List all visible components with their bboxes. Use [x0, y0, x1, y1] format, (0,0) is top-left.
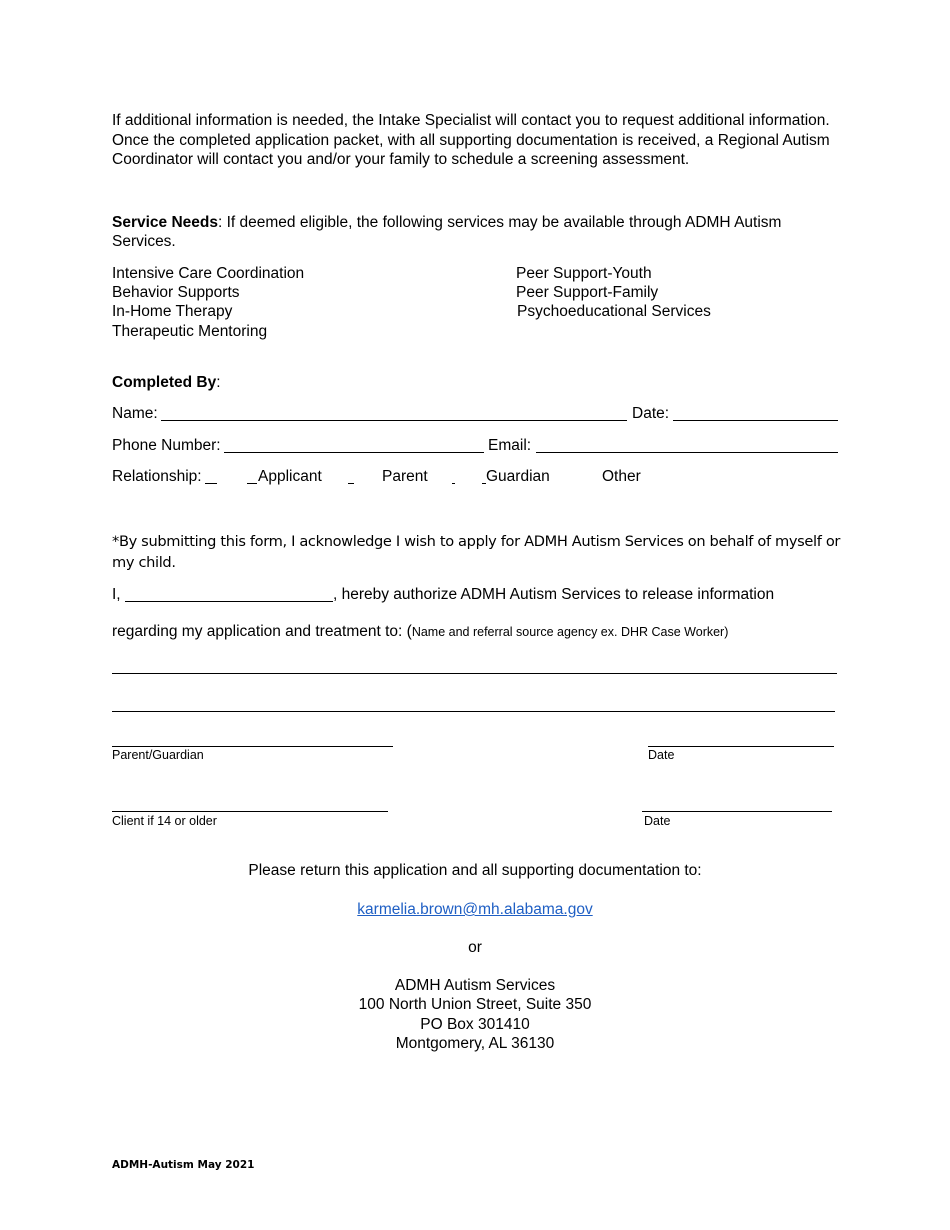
- regarding-main: regarding my application and treatment to: (: [112, 623, 412, 640]
- release-to-line-2[interactable]: [112, 711, 835, 712]
- parent-guardian-label: Parent/Guardian: [112, 748, 204, 762]
- service-right-2: Peer Support-Family: [516, 284, 659, 301]
- release-to-line-1[interactable]: [112, 673, 837, 674]
- return-email-wrap: [0, 900, 950, 920]
- client-date-label: Date: [644, 814, 671, 828]
- address-street: 100 North Union Street, Suite 350: [358, 996, 592, 1013]
- address-po-box: PO Box 301410: [420, 1016, 530, 1033]
- applicant-check-blank[interactable]: [205, 483, 217, 484]
- completed-by-label: Completed By: [112, 374, 217, 391]
- acknowledgement-line-2: my child.: [112, 554, 176, 571]
- client-date-line[interactable]: [642, 811, 832, 812]
- service-left-3: In-Home Therapy: [112, 303, 233, 320]
- service-needs-heading: Service Needs: [112, 214, 218, 231]
- parent-check-blank[interactable]: [348, 483, 354, 484]
- completed-by-colon: :: [216, 374, 221, 391]
- name-label: Name:: [112, 405, 158, 422]
- footer-version: ADMH-Autism May 2021: [112, 1159, 255, 1171]
- service-needs-text: : If deemed eligible, the following services may be available through ADMH Autism: [218, 214, 782, 231]
- intro-line: If additional information is needed, the Intake Specialist will contact you to request additional information.: [112, 112, 830, 129]
- service-right-3: Psychoeducational Services: [517, 303, 711, 320]
- parent-date-line[interactable]: [648, 746, 834, 747]
- acknowledgement-line-1: *By submitting this form, I acknowledge I wish to apply for ADMH Autism Services on behalf of myself or: [112, 533, 841, 550]
- address-org: ADMH Autism Services: [394, 977, 556, 994]
- service-right-1: Peer Support-Youth: [516, 265, 652, 282]
- date-field[interactable]: [673, 420, 838, 421]
- client-label: Client if 14 or older: [112, 814, 217, 828]
- authorize-prefix: I,: [112, 586, 121, 603]
- service-left-1: Intensive Care Coordination: [112, 265, 305, 282]
- service-left-2: Behavior Supports: [112, 284, 240, 301]
- or-text: or: [468, 939, 482, 956]
- email-field[interactable]: [536, 452, 838, 453]
- phone-field[interactable]: [224, 452, 484, 453]
- return-instruction: Please return this application and all supporting documentation to:: [248, 862, 702, 879]
- option-applicant[interactable]: Applicant: [258, 468, 322, 485]
- completed-by-heading: [112, 373, 221, 393]
- service-needs-intro: [112, 213, 781, 233]
- service-left-4: Therapeutic Mentoring: [112, 323, 268, 340]
- intro-line: Coordinator will contact you and/or your family to schedule a screening assessment.: [112, 151, 690, 168]
- name-field[interactable]: [161, 420, 627, 421]
- intro-line: Once the completed application packet, with all supporting documentation is received, a Regional Autism: [112, 131, 830, 149]
- regarding-text: [112, 622, 728, 642]
- date-label: Date:: [632, 405, 670, 422]
- authorize-suffix: , hereby authorize ADMH Autism Services to release information: [333, 586, 775, 603]
- authorize-name-field[interactable]: [125, 601, 333, 602]
- email-label: Email:: [488, 437, 532, 454]
- return-email-link[interactable]: karmelia.brown@mh.alabama.gov: [357, 901, 593, 918]
- regarding-small: Name and referral source agency ex. DHR Case Worker): [411, 625, 729, 639]
- option-other[interactable]: Other: [602, 468, 641, 485]
- guardian-check-blank[interactable]: [452, 483, 455, 484]
- relationship-label: Relationship:: [112, 468, 202, 485]
- applicant-check-blank-2[interactable]: [247, 483, 257, 484]
- phone-label: Phone Number:: [112, 437, 221, 454]
- option-guardian[interactable]: Guardian: [486, 468, 550, 485]
- option-parent[interactable]: Parent: [382, 468, 428, 485]
- address-city: Montgomery, AL 36130: [395, 1035, 555, 1052]
- intro-paragraph: [112, 111, 842, 170]
- parent-signature-line[interactable]: [112, 746, 393, 747]
- service-needs-text-2: Services.: [112, 233, 176, 250]
- parent-date-label: Date: [648, 748, 675, 762]
- client-signature-line[interactable]: [112, 811, 388, 812]
